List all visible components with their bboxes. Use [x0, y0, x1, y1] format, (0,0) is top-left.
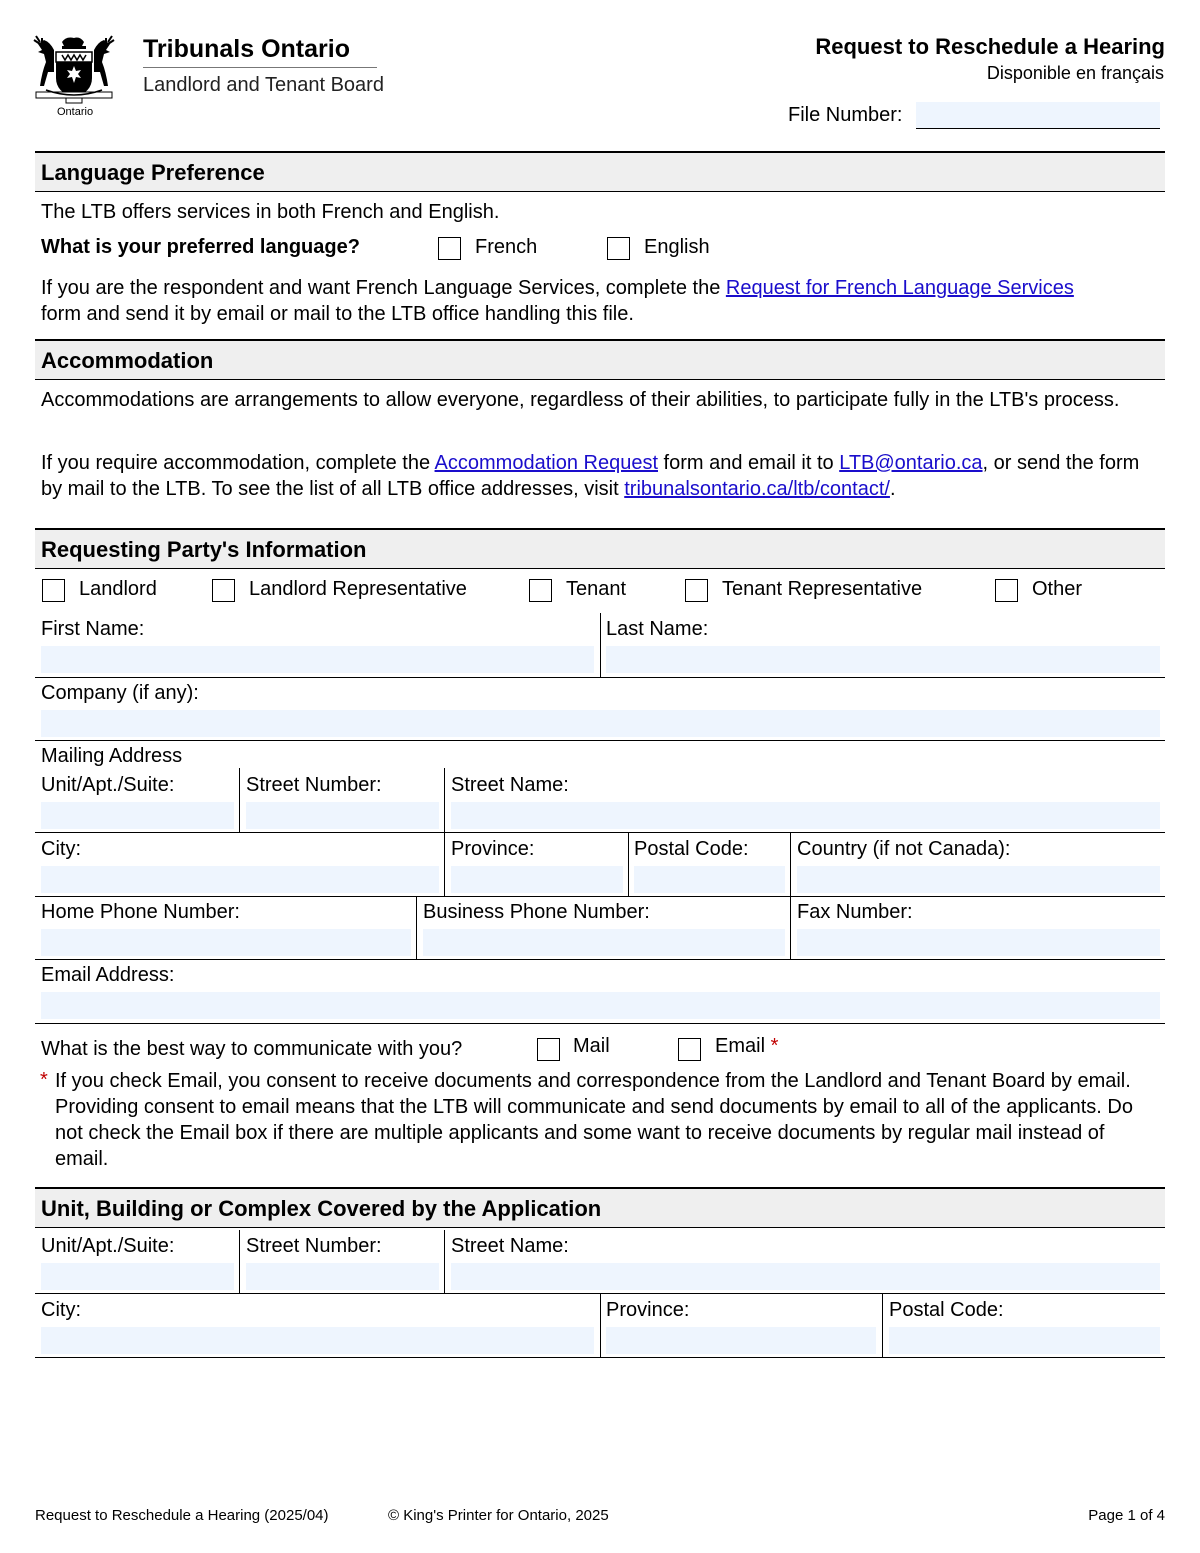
- row-divider: [35, 677, 1165, 678]
- communication-question: What is the best way to communicate with you?: [41, 1038, 463, 1060]
- french-services-link[interactable]: Request for French Language Services: [725, 277, 1074, 299]
- email-label: Email Address:: [41, 964, 175, 986]
- unit-label: Unit/Apt./Suite:: [41, 1235, 175, 1257]
- mailing-province-label: Province:: [451, 838, 535, 860]
- comm-email-label: Email *: [715, 1035, 779, 1057]
- logo-wordmark: Ontario: [57, 106, 94, 118]
- mailing-city-label: City:: [41, 838, 81, 860]
- mailing-province-input[interactable]: [451, 866, 623, 893]
- column-divider: [600, 1293, 601, 1357]
- unit-input[interactable]: [41, 1263, 234, 1290]
- role-tenant-rep-label: Tenant Representative: [722, 578, 923, 600]
- row-divider: [35, 959, 1165, 960]
- unit-street-number-label: Street Number:: [246, 1235, 382, 1257]
- role-tenant-checkbox[interactable]: [529, 579, 552, 602]
- mailing-city-input[interactable]: [41, 866, 439, 893]
- row-divider: [35, 740, 1165, 741]
- unit-city-label: City:: [41, 1299, 81, 1321]
- language-intro: The LTB offers services in both French and English.: [41, 201, 500, 223]
- fax-input[interactable]: [797, 929, 1160, 956]
- column-divider: [882, 1293, 883, 1357]
- company-input[interactable]: [41, 710, 1160, 737]
- section-heading: Language Preference: [41, 160, 265, 185]
- footer-form-id: Request to Reschedule a Hearing (2025/04): [35, 1507, 329, 1524]
- business-phone-input[interactable]: [423, 929, 785, 956]
- unit-postal-code-input[interactable]: [889, 1327, 1160, 1354]
- row-divider: [35, 1357, 1165, 1358]
- section-heading: Requesting Party's Information: [41, 537, 367, 562]
- comm-mail-checkbox[interactable]: [537, 1038, 560, 1061]
- unit-province-input[interactable]: [606, 1327, 876, 1354]
- header-divider: [143, 67, 377, 68]
- french-checkbox[interactable]: [438, 237, 461, 260]
- unit-street-name-input[interactable]: [451, 1263, 1160, 1290]
- row-divider: [35, 1023, 1165, 1024]
- ontario-coat-of-arms-logo: [32, 34, 116, 120]
- business-phone-label: Business Phone Number:: [423, 901, 650, 923]
- role-landlord-rep-checkbox[interactable]: [212, 579, 235, 602]
- accommodation-request-link[interactable]: Accommodation Request: [434, 452, 658, 474]
- ltb-email-link[interactable]: LTB@ontario.ca: [839, 452, 983, 474]
- org-name: Tribunals Ontario: [143, 35, 350, 63]
- first-name-input[interactable]: [41, 646, 594, 673]
- first-name-label: First Name:: [41, 618, 145, 640]
- mailing-address-label: Mailing Address: [41, 745, 183, 767]
- comm-email-checkbox[interactable]: [678, 1038, 701, 1061]
- unit-postal-code-label: Postal Code:: [889, 1299, 1004, 1321]
- mailing-street-name-input[interactable]: [451, 802, 1160, 829]
- section-language-preference: [35, 151, 1165, 192]
- mailing-country-input[interactable]: [797, 866, 1160, 893]
- role-landlord-rep-label: Landlord Representative: [249, 578, 467, 600]
- mailing-street-number-input[interactable]: [246, 802, 439, 829]
- email-input[interactable]: [41, 992, 1160, 1019]
- section-unit-covered: [35, 1187, 1165, 1228]
- unit-city-input[interactable]: [41, 1327, 594, 1354]
- mailing-postal-code-label: Postal Code:: [634, 838, 749, 860]
- role-other-checkbox[interactable]: [995, 579, 1018, 602]
- role-tenant-label: Tenant: [566, 578, 627, 600]
- consent-asterisk: *: [40, 1069, 48, 1091]
- fax-label: Fax Number:: [797, 901, 913, 923]
- row-divider: [35, 832, 1165, 833]
- section-accommodation: [35, 339, 1165, 380]
- row-divider: [35, 896, 1165, 897]
- mailing-street-number-label: Street Number:: [246, 774, 382, 796]
- section-requesting-party: [35, 528, 1165, 569]
- section-heading: Unit, Building or Complex Covered by the Application: [41, 1196, 602, 1221]
- english-checkbox[interactable]: [607, 237, 630, 260]
- required-asterisk: *: [770, 1035, 779, 1057]
- french-availability-note: Disponible en français: [986, 63, 1164, 83]
- last-name-label: Last Name:: [606, 618, 709, 640]
- mailing-postal-code-input[interactable]: [634, 866, 785, 893]
- unit-province-label: Province:: [606, 1299, 690, 1321]
- file-number-label: File Number:: [788, 104, 903, 126]
- unit-street-number-input[interactable]: [246, 1263, 439, 1290]
- company-label: Company (if any):: [41, 682, 199, 704]
- email-consent-note: If you check Email, you consent to receive documents and correspondence from the Landlord and Tenant Board by email. Providing consent to email means that the LTB will communicate and send documents by email to all of the applicants. Do not check the Email box if there are multiple applicants and some want to receive documents by regular mail instead of email.: [55, 1070, 1133, 1170]
- role-tenant-rep-checkbox[interactable]: [685, 579, 708, 602]
- form-title: Request to Reschedule a Hearing: [815, 34, 1165, 59]
- footer-page-number: Page 1 of 4: [1088, 1507, 1165, 1524]
- home-phone-input[interactable]: [41, 929, 411, 956]
- column-divider: [239, 1230, 240, 1294]
- column-divider: [416, 896, 417, 960]
- accommodation-para-2: If you require accommodation, complete the Accommodation Request form and email it to LTB@ontario.ca, or send the form by mail to the LTB. To see the list of all LTB office addresses, visit tribunalsontario.ca/ltb/contact/.: [41, 452, 1140, 500]
- unit-street-name-label: Street Name:: [451, 1235, 569, 1257]
- column-divider: [600, 613, 601, 677]
- mailing-unit-label: Unit/Apt./Suite:: [41, 774, 175, 796]
- role-other-label: Other: [1032, 578, 1083, 600]
- role-landlord-checkbox[interactable]: [42, 579, 65, 602]
- column-divider: [444, 1230, 445, 1294]
- home-phone-label: Home Phone Number:: [41, 901, 240, 923]
- file-number-input[interactable]: [916, 102, 1160, 129]
- ltb-contact-link[interactable]: tribunalsontario.ca/ltb/contact/: [624, 478, 890, 500]
- language-question: What is your preferred language?: [41, 236, 360, 258]
- column-divider: [239, 768, 240, 832]
- accommodation-para-1: Accommodations are arrangements to allow everyone, regardless of their abilities, to participate fully in the LTB's process.: [41, 389, 1120, 411]
- column-divider: [628, 832, 629, 896]
- mailing-unit-input[interactable]: [41, 802, 234, 829]
- coat-of-arms-icon: [32, 34, 116, 108]
- mailing-street-name-label: Street Name:: [451, 774, 569, 796]
- footer-copyright: © King's Printer for Ontario, 2025: [388, 1507, 609, 1524]
- last-name-input[interactable]: [606, 646, 1160, 673]
- mailing-country-label: Country (if not Canada):: [797, 838, 1011, 860]
- french-services-info: If you are the respondent and want French Language Services, complete the Request for French Language Services form and send it by email or mail to the LTB office handling this file.: [41, 277, 1074, 325]
- english-label: English: [644, 236, 710, 258]
- section-heading: Accommodation: [41, 348, 214, 373]
- role-landlord-label: Landlord: [79, 578, 157, 600]
- board-name: Landlord and Tenant Board: [143, 74, 384, 96]
- french-label: French: [475, 236, 538, 258]
- comm-mail-label: Mail: [573, 1035, 610, 1057]
